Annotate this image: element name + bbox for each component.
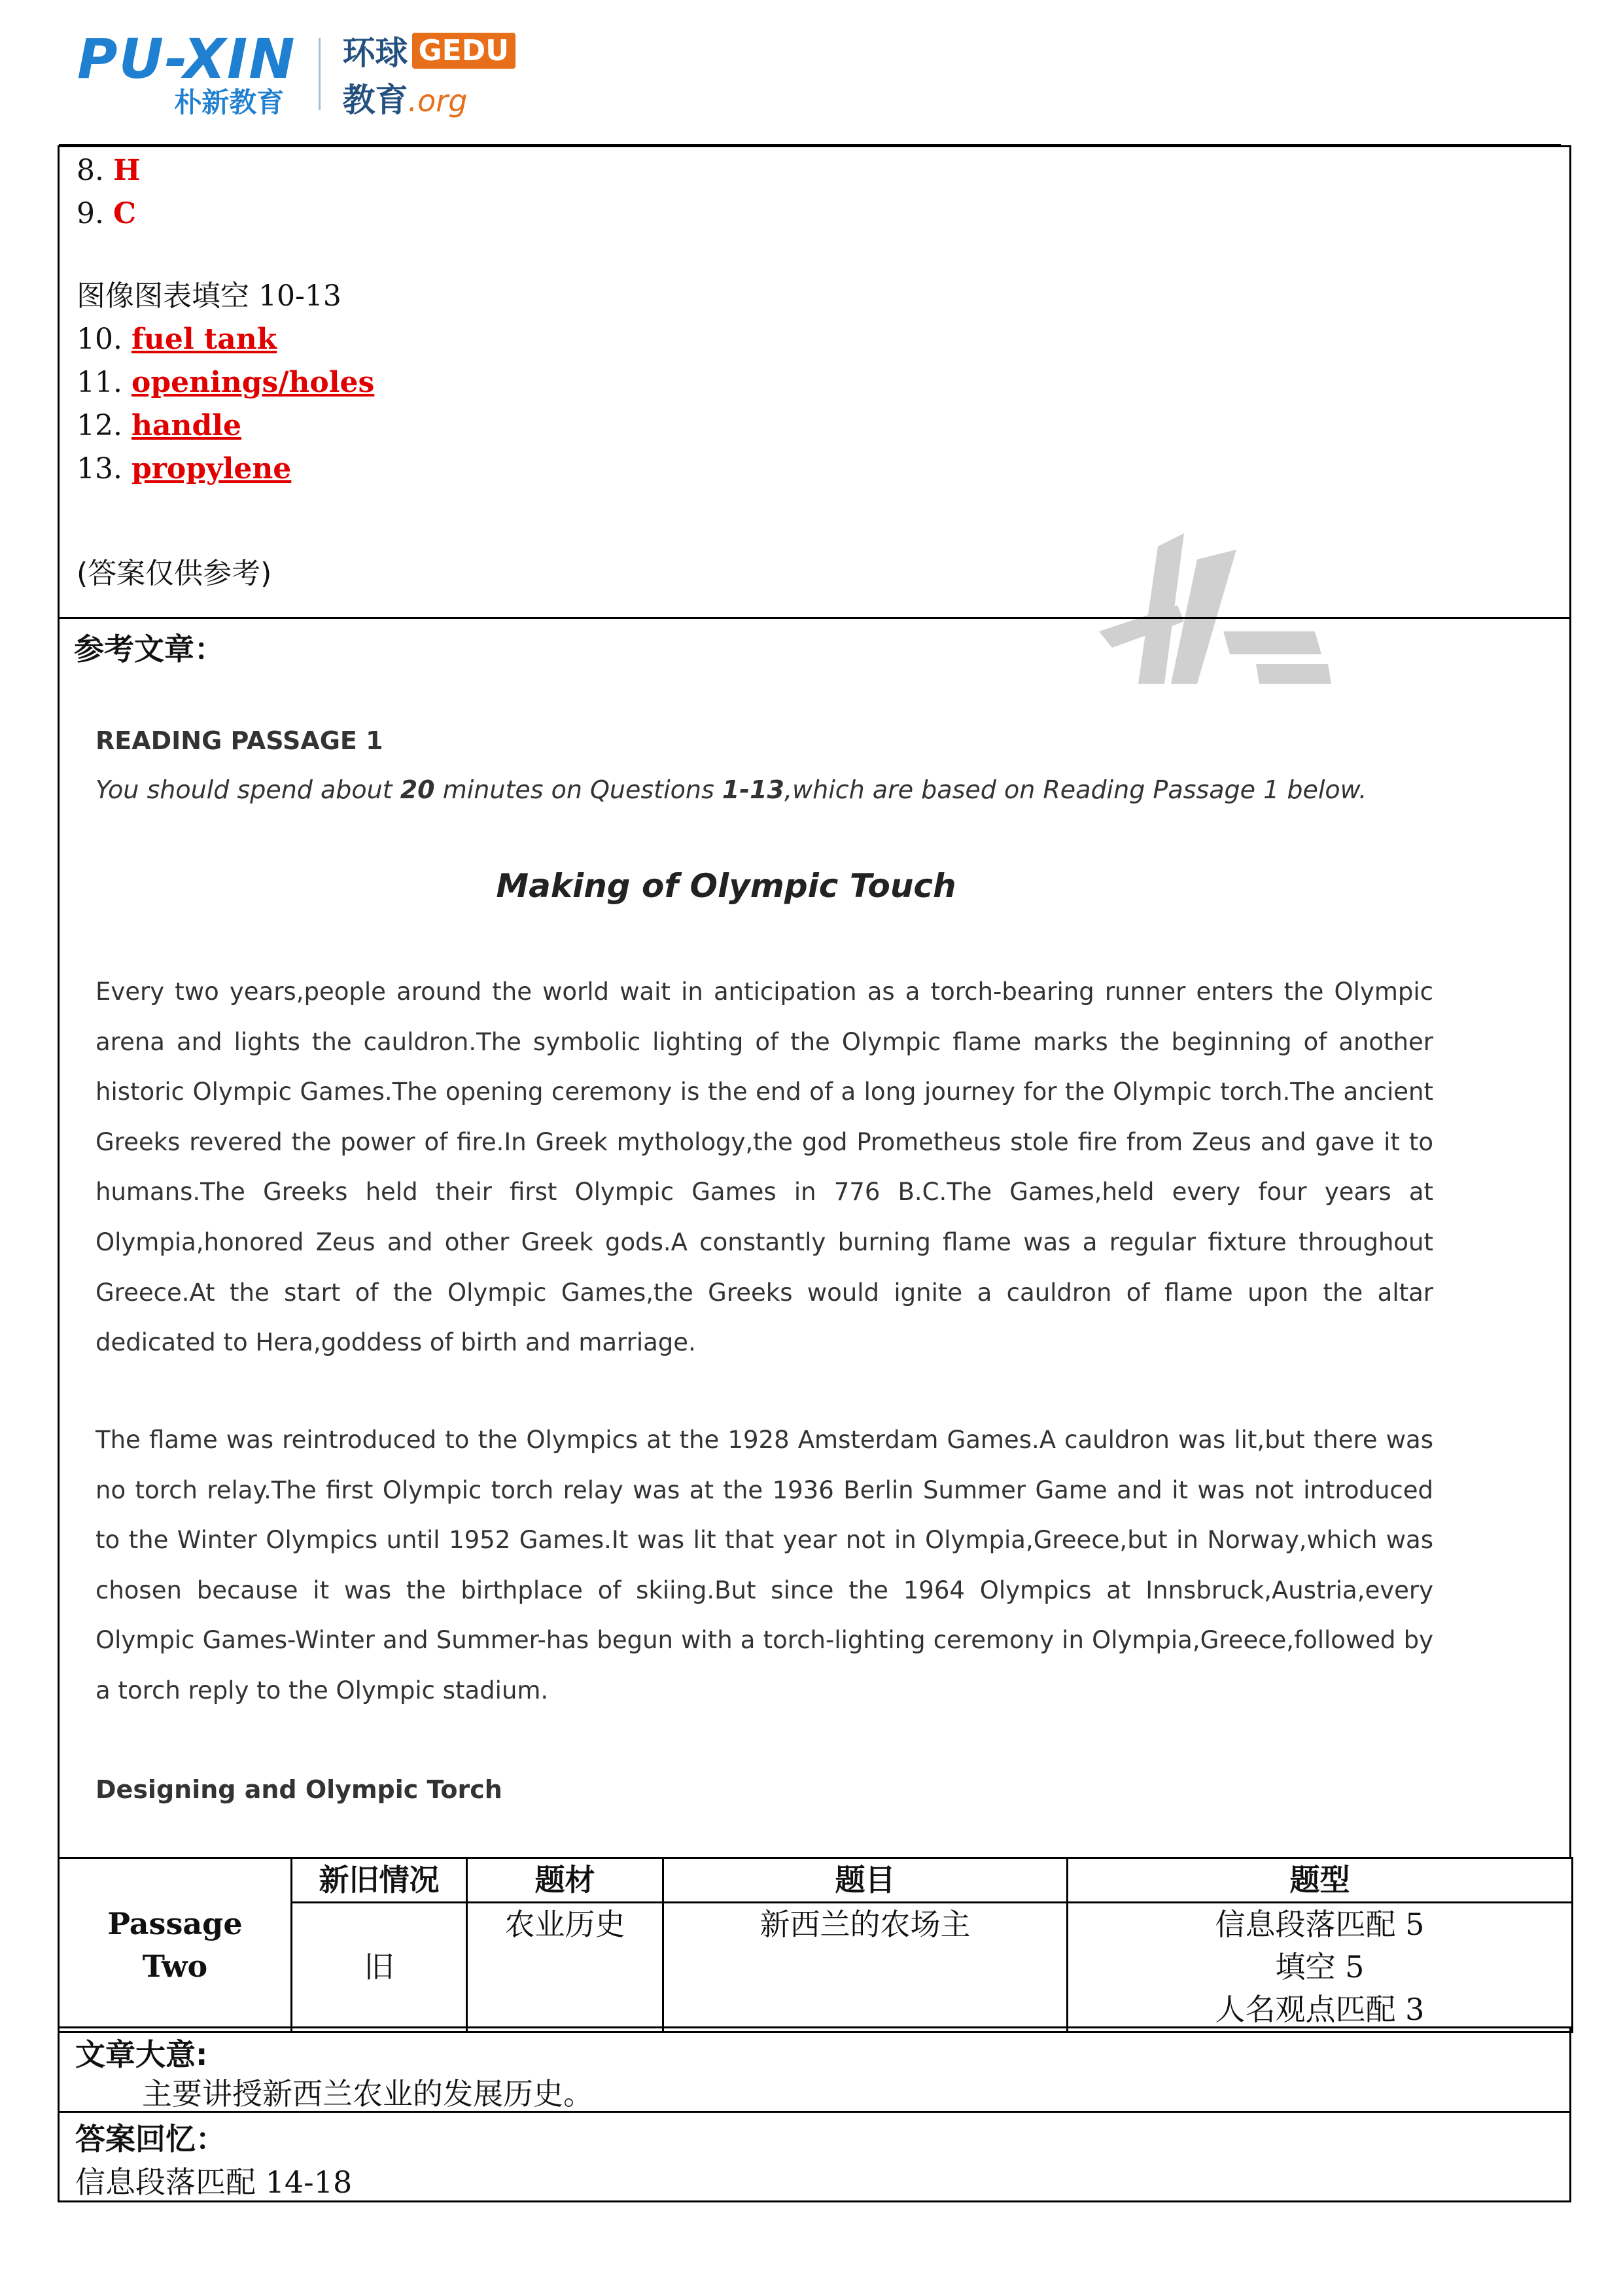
- type-item: 填空 5: [1275, 1949, 1365, 1985]
- answer-value: openings/holes: [131, 366, 375, 399]
- answer-value: C: [113, 197, 137, 230]
- answer-10: [77, 320, 277, 359]
- answer-number: 8.: [77, 154, 104, 187]
- answer-8: [77, 151, 141, 190]
- intro-text: minutes on Questions: [434, 775, 722, 804]
- intro-text: You should spend about: [96, 775, 400, 804]
- table-header-row: [59, 1858, 1573, 1903]
- answer-number: 12.: [77, 409, 122, 442]
- summary-text: 主要讲授新西兰农业的发展历史。: [142, 2076, 593, 2111]
- answer-number: 13.: [77, 452, 122, 486]
- reference-label: 参考文章：: [74, 631, 224, 667]
- answer-9: [77, 194, 136, 234]
- header-status: 新旧情况: [292, 1858, 467, 1903]
- intro-text: ,which are based on Reading Passage 1 below.: [784, 775, 1367, 804]
- passage-label-cell: [59, 1858, 292, 2032]
- answer-note: (答案仅供参考): [77, 557, 272, 590]
- recall-text: 信息段落匹配 14-18: [75, 2164, 353, 2200]
- answer-11: [77, 363, 374, 402]
- summary-heading: 文章大意:: [75, 2037, 208, 2072]
- gedu-badge: GEDU: [412, 33, 515, 69]
- passage-subheading: Designing and Olympic Torch: [96, 1775, 502, 1804]
- gedu-logo: [343, 27, 515, 121]
- cell-status: 旧: [292, 1903, 467, 2032]
- passage-title: Making of Olympic Touch: [496, 867, 956, 905]
- recall-box: [58, 2111, 1571, 2202]
- summary-box: [58, 2026, 1571, 2113]
- answer-value: H: [113, 154, 141, 187]
- answers-box: [58, 145, 1571, 619]
- answer-12: [77, 406, 241, 446]
- cell-topic: 农业历史: [467, 1903, 663, 2032]
- puxin-logo-cn: 朴新教育: [174, 86, 285, 118]
- passage-info-table: [58, 1857, 1573, 2033]
- answer-number: 9.: [77, 197, 104, 230]
- header-topic: 题材: [467, 1858, 663, 1903]
- intro-minutes: 20: [400, 775, 435, 804]
- answer-value: handle: [131, 409, 241, 442]
- cell-types: [1068, 1903, 1573, 2032]
- intro-questions: 1-13: [722, 775, 784, 804]
- recall-heading: 答案回忆：: [75, 2121, 226, 2157]
- answer-number: 11.: [77, 366, 122, 399]
- passage-label-line1: Passage: [107, 1905, 243, 1941]
- gedu-logo-cn1: 环球: [342, 34, 408, 72]
- section-heading: 图像图表填空 10-13: [77, 279, 341, 313]
- puxin-logo: [77, 27, 296, 118]
- gedu-logo-org: .org: [408, 83, 468, 118]
- answer-13: [77, 450, 291, 489]
- passage-heading: READING PASSAGE 1: [96, 726, 383, 755]
- logo: [77, 27, 515, 119]
- answer-value: fuel tank: [131, 323, 277, 356]
- header-title: 题目: [663, 1858, 1068, 1903]
- cell-title: 新西兰的农场主: [663, 1903, 1068, 2032]
- answer-number: 10.: [77, 323, 122, 356]
- gedu-logo-cn2: 教育: [342, 81, 408, 119]
- header-type: 题型: [1068, 1858, 1573, 1903]
- type-item: 人名观点匹配 3: [1215, 1992, 1425, 2027]
- answer-value: propylene: [131, 452, 292, 486]
- passage-paragraph-2: The flame was reintroduced to the Olympics at the 1928 Amsterdam Games.A cauldron was lit,but there was no torch relay.The first Olympic torch relay was at the 1936 Berlin Summer Game and it was not introduced to the Winter Olympics until 1952 Games.It was lit that year not in Olympia,Greece,but in Norway,which was chosen because it was the birthplace of skiing.But since the 1964 Olympics at Innsbruck,Austria,every Olympic Games-Winter and Summer-has begun with a torch-lighting ceremony in Olympia,Greece,followed by a torch reply to the Olympic stadium.: [96, 1426, 1433, 1704]
- passage-intro: [96, 775, 1367, 804]
- logo-divider: [319, 38, 321, 110]
- passage-label-line2: Two: [142, 1948, 208, 1984]
- passage-paragraph-1: Every two years,people around the world wait in anticipation as a torch-bearing runner enters the Olympic arena and lights the cauldron.The symbolic lighting of the Olympic flame marks the beginning of another historic Olympic Games.The opening ceremony is the end of a long journey for the Olympic torch.The ancient Greeks revered the power of fire.In Greek mythology,the god Prometheus stole fire from Zeus and gave it to humans.The Greeks held their first Olympic Games in 776 B.C.The Games,held every four years at Olympia,honored Zeus and other Greek gods.A constantly burning flame was a regular fixture throughout Greece.At the start of the Olympic Games,the Greeks would ignite a cauldron of flame upon the altar dedicated to Hera,goddess of birth and marriage.: [96, 978, 1433, 1357]
- puxin-logo-text: PU-XIN: [77, 27, 296, 91]
- type-item: 信息段落匹配 5: [1215, 1907, 1425, 1942]
